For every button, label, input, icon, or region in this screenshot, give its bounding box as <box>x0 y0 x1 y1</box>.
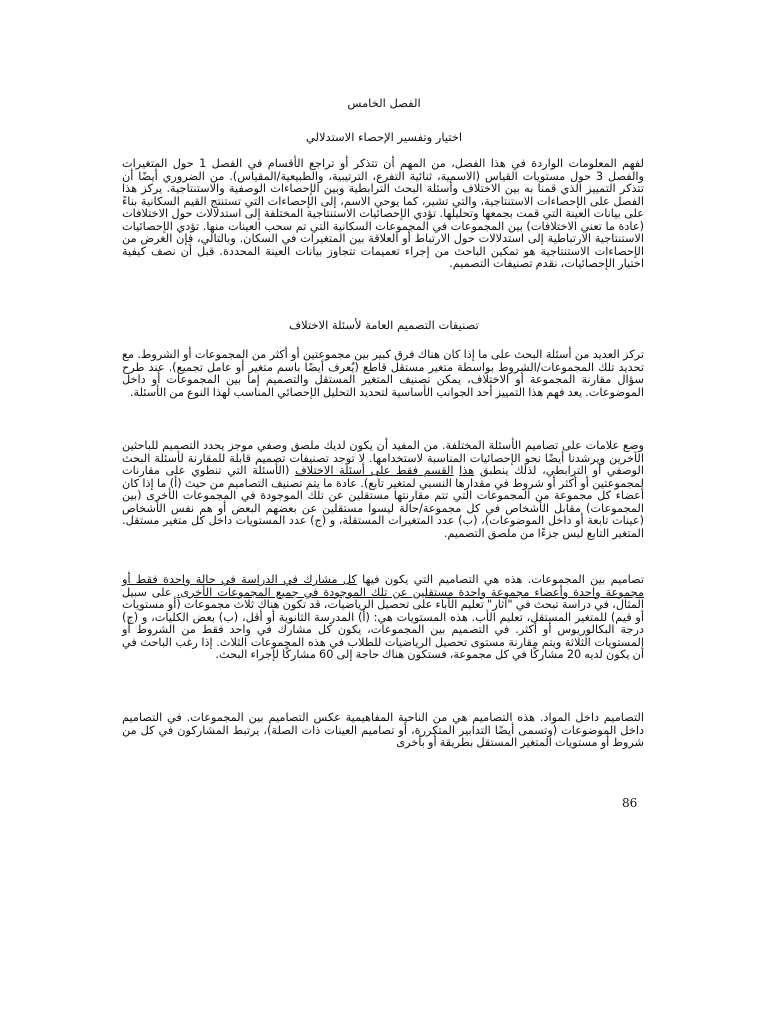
text-run: تصاميم بين المجموعات. هذه هي التصاميم التي يكون فيها <box>356 573 645 586</box>
underlined-text: كل مشارك في الدراسة في حالة واحدة فقط أو مجموعة واحدة وأعضاء مجموعة واحدة مستقلين عن تلك الموجودة في جميع المجموعات الأخرى. <box>122 573 644 599</box>
text-run: على سبيل المثال، في دراسة تبحث في "آثار" تعليم الآباء على تحصيل الرياضيات، قد تكون هناك ثلاث مجموعات (أو مستويات أو قيم) للمتغير المستقل، تعليم الأب. هذه المستويات هي: (أ) المدرسة الثانوية أو أقل، (ب) بعض الكليات، و (ج) درجة البكالوريوس أو أكثر. في التصميم بين المجموعات، يكون كل مشارك في واحد فقط من الشروط أو المستويات الثلاثة ويتم مقارنة مستوى تحصيل الرياضيات للطلاب في هذه المجموعات الثلاث. إذا رغب الباحث في أن يكون لديه 20 مشاركًا في كل مجموعة، فستكون هناك حاجة إلى 60 مشاركًا لإجراء البحث. <box>122 585 644 661</box>
underlined-text: القسم فقط على أسئلة الاختلاف <box>295 464 454 477</box>
section-title: تصنيفات التصميم العامة لأسئلة الاختلاف <box>289 318 479 332</box>
paragraph-within-subjects: التصاميم داخل المواد. هذه التصاميم هي من الناحية المفاهيمية عكس التصاميم بين المجموعات. في التصاميم داخل الموضوعات (وتسمى أيضًا التدابير المتكررة، أو تصاميم العينات ذات الصلة)، يرتبط المشاركون في كل من شروط أو مستويات المتغير المستقل بطريقة أو بأخرى <box>122 711 644 749</box>
chapter-title: الفصل الخامس <box>347 96 421 110</box>
intro-paragraph: لفهم المعلومات الواردة في هذا الفصل، من المهم أن تتذكر أو تراجع الأقسام في الفصل 1 حول المتغيرات والفصل 3 حول مستويات القياس (الاسمية، ثنائية التفرع، الترتيبية، والطبيعية/المقياس). من الضروري أيضًا أن تتذكر التمييز الذي قمنا به بين الاختلاف وأسئلة البحث الترابطية وبين الإحصاءات الوصفية والاستنتاجية. يركز هذا الفصل على الإحصاءات الاستنتاجية، والتي تشير، كما يوحي الاسم، إلى الإحصاءات التي تستنتج القيم السكانية بناءً على بيانات العينة التي قمت بجمعها وتحليلها. تؤدي الإحصائيات الاستنتاجية المختلفة إلى استدلالات حول الاختلافات (عادة ما تعني الاختلافات) بين المجموعات في المجموعات السكانية التي تم سحب العينات منها. تؤدي الإحصائيات الاستنتاجية الارتباطية إلى استدلالات حول الارتباط أو العلاقة بين المتغيرات في السكان. وبالتالي، فإن الغرض من الإحصاءات الاستنتاجية هو تمكين الباحث من إجراء تعميمات تتجاوز بيانات العينة المحددة. قبل أن نصف كيفية اختيار الإحصائيات، نقدم تصنيفات التصميم. <box>122 157 644 270</box>
page-number: 86 <box>622 796 638 810</box>
underlined-text: هذا <box>459 464 475 477</box>
paragraph-labeling-designs <box>122 440 644 540</box>
text-run: (الأسئلة التي تنطوي على مقارنات لمجموعتين أو أكثر أو شروط في مقدارها النسبي لمتغير تابع). عادة ما يتم تصنيف التصاميم من حيث (أ) ما إذا كان أعضاء كل مجموعة من المجموعات التي تتم مقارنتها مستقلين عن تلك الموجودة في المجموعات الأخرى (بين المجموعات) مقابل الأشخاص في كل مجموعة/حالة ليسوا مستقلين عن بعضهم البعض أو هم نفس الأشخاص (عينات تابعة أو داخل الموضوعات)، (ب) عدد المتغيرات المستقلة، و (ج) عدد المستويات داخل كل متغير مستقل. المتغير التابع ليس جزءًا من ملصق التصميم. <box>122 464 644 540</box>
paragraph-between-groups <box>122 574 644 662</box>
text-run: وضع علامات على تصاميم الأسئلة المختلفة. من المفيد أن يكون لديك ملصق وصفي موجز يحدد التصميم للباحثين الآخرين ويرشدنا أيضًا نحو الإحصائيات المناسبة لاستخدامها. لا توجد تصنيفات تصميم قابلة للمقارنة لأسئلة البحث الوصفي أو الترابطي، لذلك ينطبق <box>122 439 645 477</box>
chapter-subtitle: اختيار وتفسير الإحصاء الاستدلالي <box>305 130 463 144</box>
paragraph-group-differences: تركز العديد من أسئلة البحث على ما إذا كان هناك فرق كبير بين مجموعتين أو أكثر من المجموعات أو الشروط. مع تحديد تلك المجموعات/الشروط بواسطة متغير مستقل قاطع (يُعرف أيضًا باسم متغير أو عامل تجميع). عند طرح سؤال مقارنة المجموعة أو الاختلاف، يمكن تصنيف المتغير المستقل والتصميم إما بين المجموعات أو داخل الموضوعات. يعد فهم هذا التمييز أحد الجوانب الأساسية لتحديد التحليل الإحصائي المناسب لهذا النوع من الأسئلة. <box>122 348 644 399</box>
